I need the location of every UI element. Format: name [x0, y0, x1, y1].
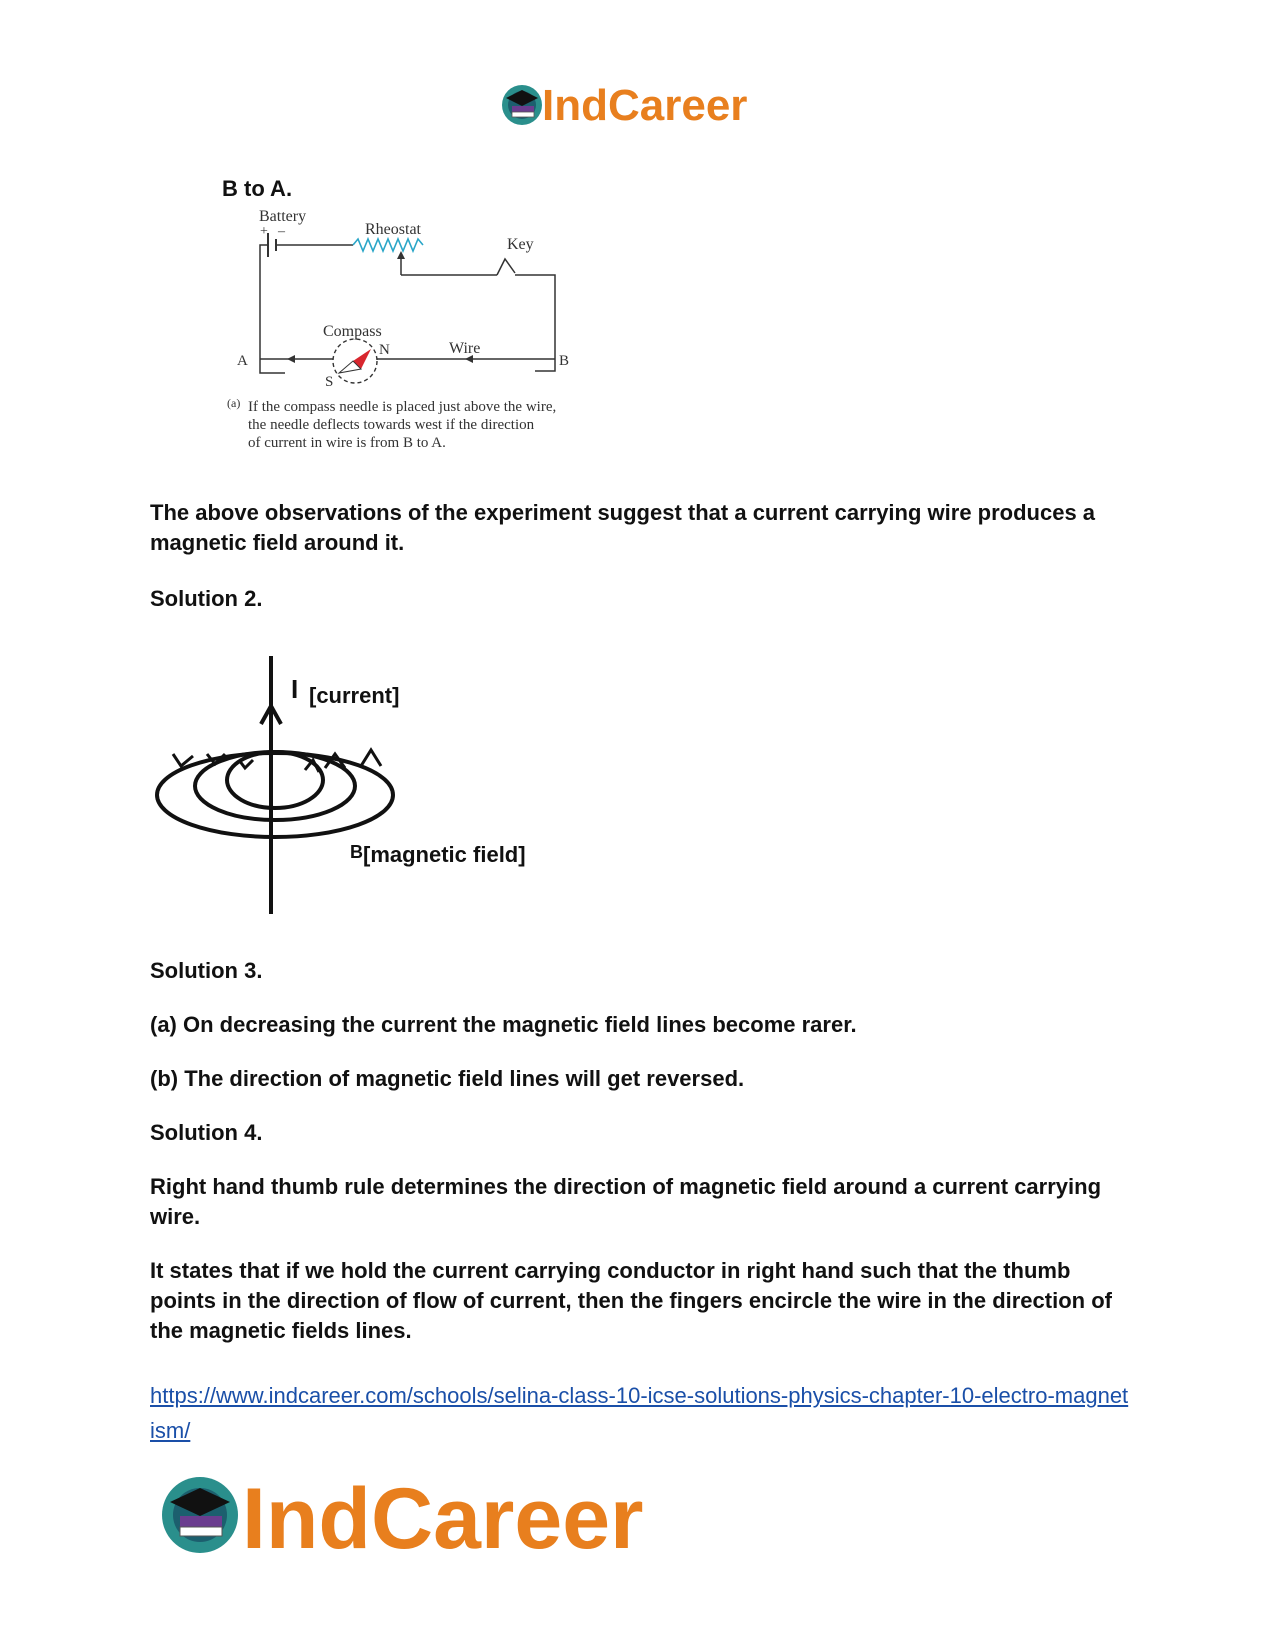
wire-left: [260, 245, 285, 373]
caption-line-3: of current in wire is from B to A.: [248, 435, 446, 451]
source-link[interactable]: https://www.indcareer.com/schools/selina-class-10-icse-solutions-physics-chapter-10-electro-magnetism/: [150, 1383, 1129, 1443]
circuit-diagram: [225, 203, 625, 468]
battery-label: Battery: [259, 208, 307, 225]
rheostat-coil: [353, 239, 423, 251]
wire-label: Wire: [449, 340, 481, 357]
key-label: Key: [507, 236, 534, 253]
current-symbol: I: [291, 674, 299, 704]
key-switch: [497, 259, 515, 275]
solution-3-heading: Solution 3.: [150, 958, 263, 983]
field-arrow-right-outer-icon: [361, 750, 381, 766]
graduation-cap-icon: [162, 1477, 238, 1553]
field-symbol: B: [350, 842, 363, 862]
field-line-outer: [157, 753, 393, 837]
logo-wordmark-top: IndCareer: [542, 81, 748, 130]
solution-3a-text: (a) On decreasing the current the magnetic field lines become rarer.: [150, 1012, 857, 1037]
solution-3b-text: (b) The direction of magnetic field lines will get reversed.: [150, 1066, 745, 1091]
rheostat-arrow-icon: [397, 251, 405, 259]
field-label: [magnetic field]: [363, 842, 526, 867]
field-arrow-left-inner-icon: [239, 760, 253, 768]
solution-4-paragraph-2: It states that if we hold the current carrying conductor in right hand such that the thumb points in the direction of flow of current, then the fingers encircle the wire in the direction of the magnetic fields lines.: [150, 1258, 1112, 1343]
logo-wordmark-bottom: IndCareer: [242, 1471, 644, 1560]
continuation-heading: B to A.: [222, 176, 293, 201]
indcareer-logo-bottom: [160, 1470, 700, 1560]
compass-south-label: S: [325, 374, 334, 390]
current-label: [current]: [309, 683, 400, 708]
wire-right: [515, 275, 555, 371]
magnetic-field-diagram: [155, 650, 535, 920]
caption-line-2: the needle deflects towards west if the direction: [248, 417, 535, 433]
field-line-inner: [227, 752, 323, 808]
battery-plus-label: +: [260, 224, 268, 239]
observation-paragraph: The above observations of the experiment suggest that a current carrying wire produces a magnetic field around it.: [150, 500, 1096, 555]
indcareer-logo-top: [500, 80, 790, 130]
compass-label: Compass: [323, 323, 382, 340]
solution-4-heading: Solution 4.: [150, 1120, 263, 1145]
graduation-cap-icon: [502, 85, 542, 125]
current-arrow-left-icon: [287, 355, 295, 363]
field-arrow-right-inner-icon: [305, 760, 319, 772]
solution-4-paragraph-1: Right hand thumb rule determines the direction of magnetic field around a current carrying wire.: [150, 1174, 1102, 1229]
rheostat-label: Rheostat: [365, 221, 421, 238]
point-a-label: A: [237, 353, 248, 369]
compass-north-label: N: [379, 342, 390, 358]
caption-marker: (a): [227, 396, 241, 410]
battery-minus-label: –: [278, 224, 285, 239]
solution-2-heading: Solution 2.: [150, 586, 263, 611]
point-b-label: B: [559, 353, 570, 369]
caption-line-1: If the compass needle is placed just above the wire,: [248, 399, 557, 415]
